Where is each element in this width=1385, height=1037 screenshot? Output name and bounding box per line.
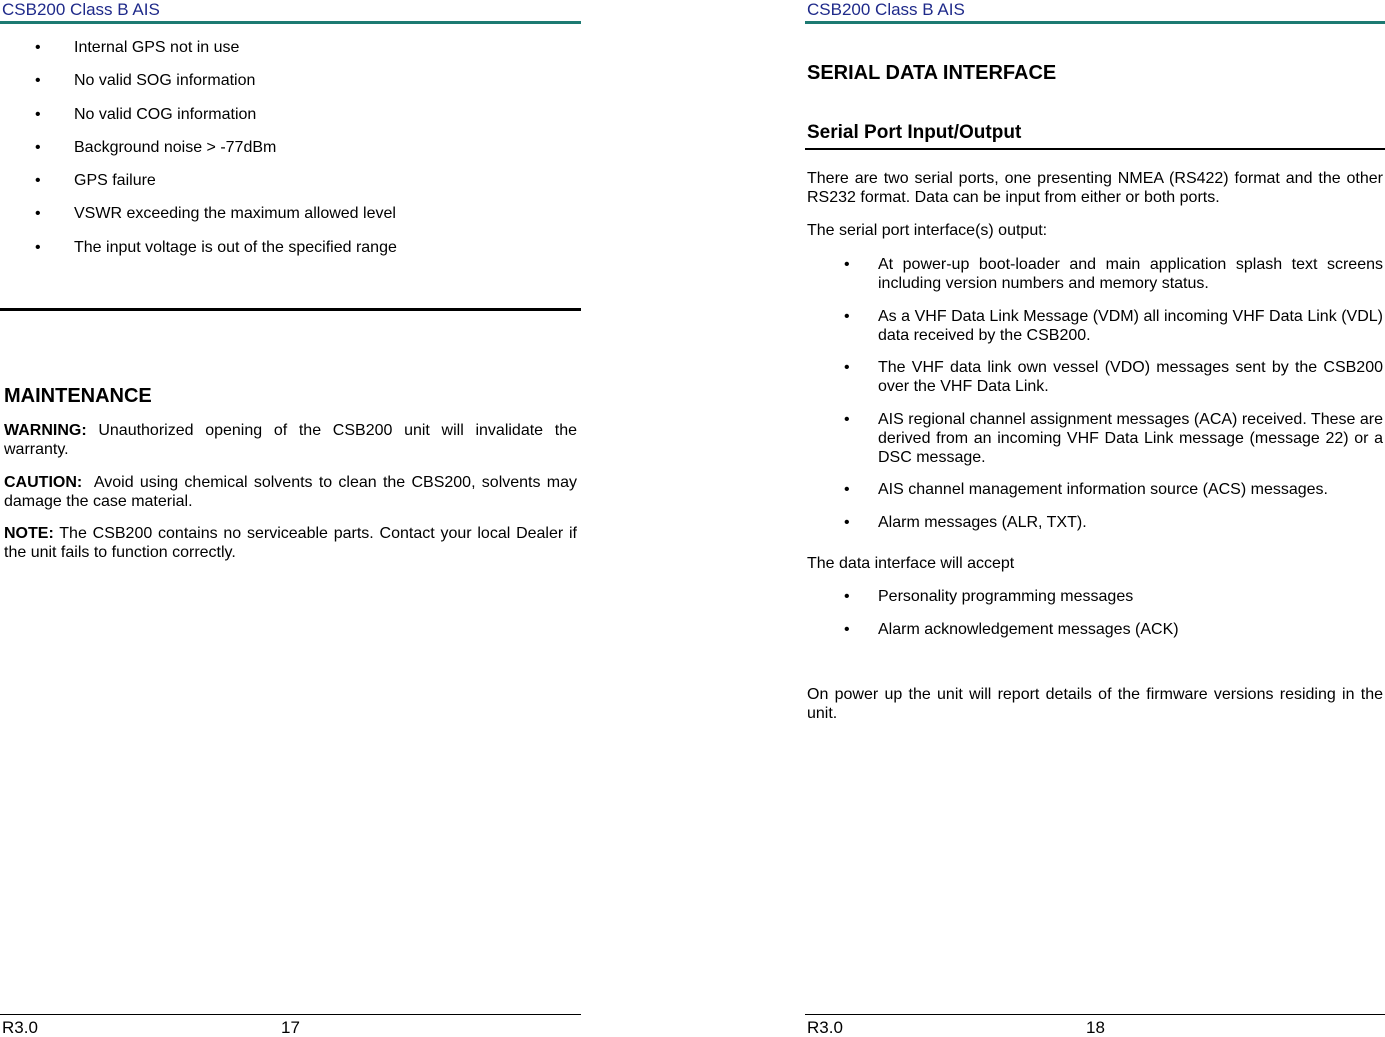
- bullet-icon: •: [844, 588, 850, 605]
- page-17: [0, 0, 581, 1036]
- caution-paragraph: [4, 473, 582, 511]
- bullet-icon: •: [35, 39, 41, 56]
- bullet-icon: •: [844, 620, 850, 638]
- list-item: • As a VHF Data Link Message (VDM) all incoming VHF Data Link (VDL) data received by the CSB200.: [844, 307, 1383, 344]
- closing-paragraph: On power up the unit will report details of the firmware versions residing in the unit.: [807, 686, 1383, 722]
- bullet-icon: •: [35, 105, 41, 123]
- bullet-icon: •: [844, 481, 850, 498]
- subheading-rule: [805, 148, 1385, 150]
- list-item: • GPS failure: [35, 172, 156, 190]
- warning-label: WARNING:: [4, 422, 87, 439]
- warning-paragraph: [4, 421, 577, 459]
- list-item: • No valid SOG information: [35, 72, 256, 90]
- output-bullet-list: [805, 255, 1383, 545]
- list-item: • Internal GPS not in use: [35, 39, 240, 56]
- page-number: 18: [1086, 1018, 1105, 1037]
- list-item: • At power-up boot-loader and main application splash text screens including version numbers and memory status.: [844, 256, 1383, 292]
- maintenance-heading: MAINTENANCE: [4, 385, 152, 407]
- header-rule: [805, 21, 1385, 24]
- list-item: • Alarm acknowledgement messages (ACK): [844, 620, 1179, 638]
- warning-text: Unauthorized opening of the CSB200 unit will invalidate the warranty.: [4, 422, 577, 458]
- bullet-icon: •: [35, 138, 41, 156]
- bullet-icon: •: [844, 359, 850, 376]
- list-item: • AIS channel management information source (ACS) messages.: [844, 481, 1328, 498]
- serial-data-interface-heading: SERIAL DATA INTERFACE: [807, 62, 1057, 84]
- bullet-icon: •: [844, 410, 850, 428]
- output-intro: The serial port interface(s) output:: [807, 222, 1048, 239]
- list-item: • Personality programming messages: [844, 588, 1134, 605]
- footer-rule: [805, 1014, 1385, 1015]
- footer-revision: R3.0: [807, 1018, 843, 1037]
- bullet-icon: •: [35, 172, 41, 190]
- intro-paragraph: There are two serial ports, one presenting NMEA (RS422) format and the other RS232 format. Data can be input from either or both ports.: [807, 170, 1383, 206]
- bullet-icon: •: [844, 256, 850, 273]
- list-item: • The input voltage is out of the specified range: [35, 238, 397, 256]
- status-bullet-list: [0, 38, 560, 271]
- list-item: • Alarm messages (ALR, TXT).: [844, 513, 1087, 531]
- footer-revision: R3.0: [2, 1018, 38, 1037]
- accept-bullet-list: [805, 587, 1383, 652]
- caution-text: Avoid using chemical solvents to clean the CBS200, solvents may damage the case material.: [4, 474, 582, 510]
- page-18: [805, 0, 1385, 1036]
- bullet-icon: •: [35, 238, 41, 256]
- note-text: The CSB200 contains no serviceable parts. Contact your local Dealer if the unit fails to function correctly.: [4, 525, 577, 561]
- page-number: 17: [281, 1018, 300, 1037]
- note-paragraph: [4, 524, 577, 562]
- accept-intro: The data interface will accept: [807, 555, 1015, 572]
- bullet-icon: •: [844, 513, 850, 531]
- list-item: • The VHF data link own vessel (VDO) messages sent by the CSB200 over the VHF Data Link.: [844, 359, 1383, 395]
- header-rule: [0, 21, 581, 24]
- bullet-icon: •: [35, 72, 41, 90]
- list-item: • No valid COG information: [35, 105, 257, 123]
- bullet-icon: •: [844, 307, 850, 325]
- list-item: • VSWR exceeding the maximum allowed level: [35, 205, 396, 223]
- footer-rule: [0, 1014, 581, 1015]
- list-item: • Background noise > -77dBm: [35, 138, 277, 156]
- bullet-icon: •: [35, 205, 41, 223]
- running-header: CSB200 Class B AIS: [807, 0, 965, 19]
- note-label: NOTE:: [4, 525, 54, 542]
- running-header: CSB200 Class B AIS: [2, 0, 160, 19]
- list-item: • AIS regional channel assignment messages (ACA) received. These are derived from an incoming VHF Data Link message (message 22) or a DSC message.: [844, 410, 1383, 466]
- serial-port-subheading: Serial Port Input/Output: [807, 122, 1022, 143]
- section-divider: [0, 308, 581, 311]
- caution-label: CAUTION:: [4, 474, 83, 491]
